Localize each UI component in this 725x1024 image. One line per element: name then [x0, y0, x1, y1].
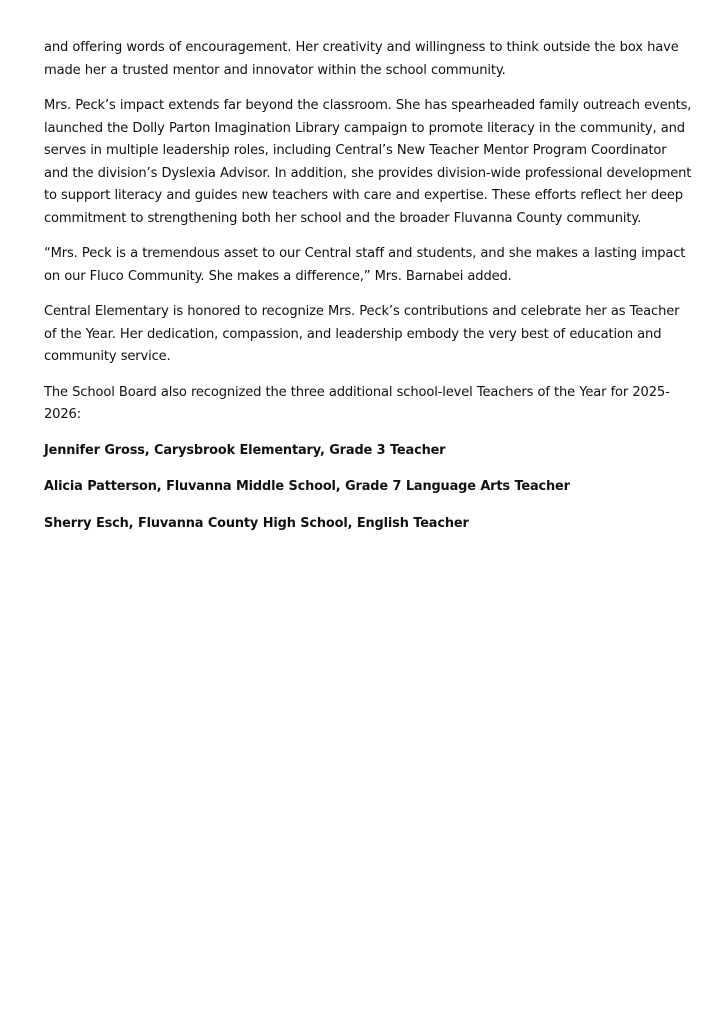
- paragraph-additional-teachers: The School Board also recognized the three additional school-level Teachers of the Year for 2025-2026:: [44, 384, 670, 422]
- honoree-sherry-esch: Sherry Esch, Fluvanna County High School, English Teacher: [44, 515, 469, 531]
- paragraph-quote: “Mrs. Peck is a tremendous asset to our Central staff and students, and she makes a lasting impact on our Fluco Community. She makes a difference,” Mrs. Barnabei added.: [44, 246, 686, 284]
- honoree-jennifer-gross: Jennifer Gross, Carysbrook Elementary, Grade 3 Teacher: [44, 442, 446, 458]
- paragraph-impact: Mrs. Peck’s impact extends far beyond the classroom. She has spearheaded family outreach events, launched the Dolly Parton Imagination Library campaign to promote literacy in the community, and serves in multiple leadership roles, including Central’s New Teacher Mentor Program Coordinator and the division’s Dyslexia Advisor. In addition, she provides division-wide professional development to support literacy and guides new teachers with care and expertise. These efforts reflect her deep commitment to strengthening both her school and the broader Fluvanna County community.: [44, 98, 692, 226]
- document-page: [44, 37, 694, 549]
- paragraph-encouragement: and offering words of encouragement. Her creativity and willingness to think outside the box have made her a trusted mentor and innovator within the school community.: [44, 40, 679, 78]
- honoree-alicia-patterson: Alicia Patterson, Fluvanna Middle School, Grade 7 Language Arts Teacher: [44, 479, 570, 494]
- paragraph-recognition: Central Elementary is honored to recognize Mrs. Peck’s contributions and celebrate her as Teacher of the Year. Her dedication, compassion, and leadership embody the very best of education and community service.: [44, 304, 680, 364]
